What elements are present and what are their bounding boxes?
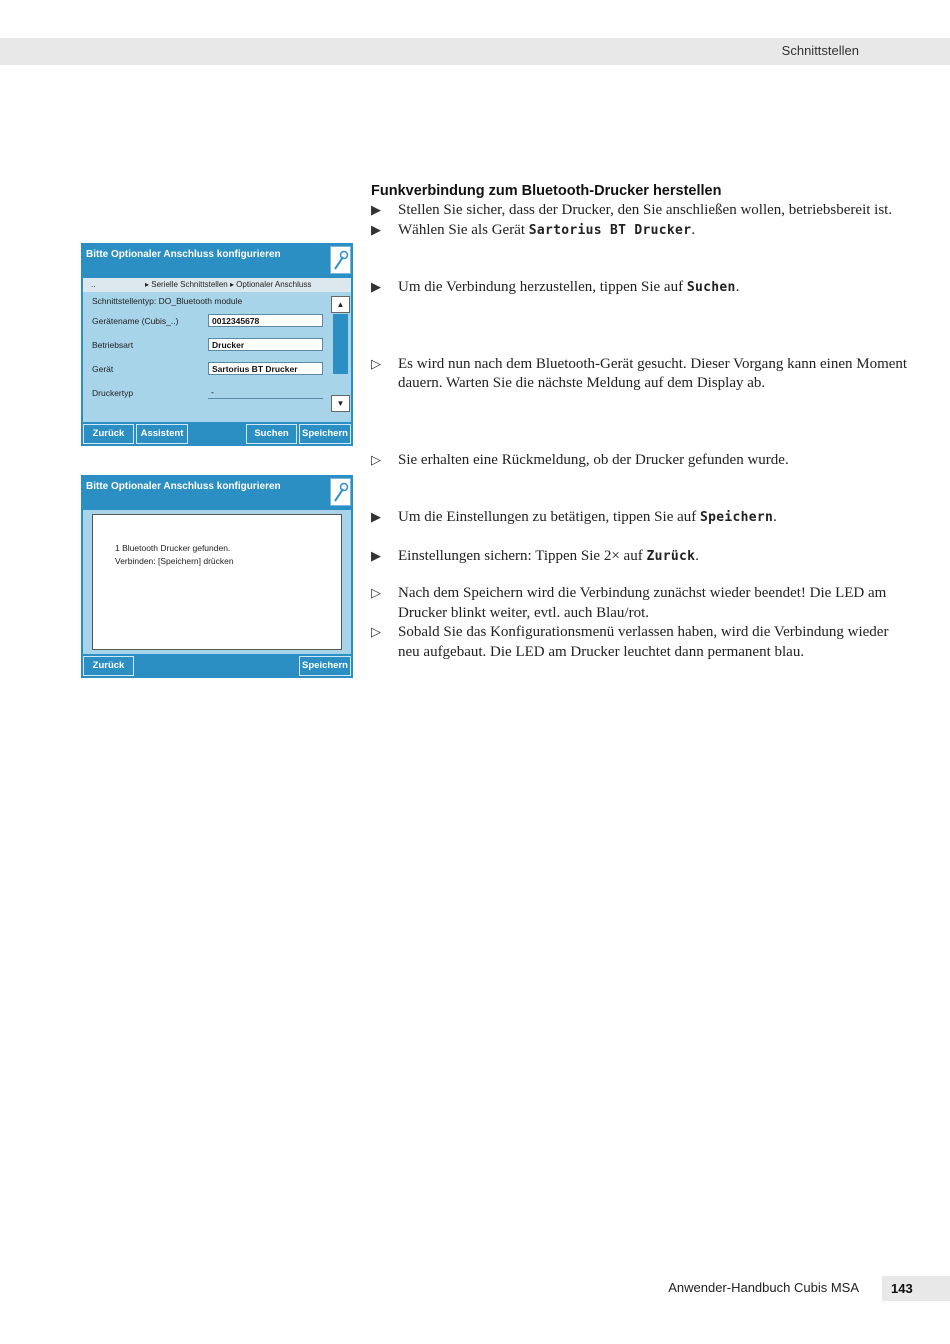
- action-arrow-icon: ▶: [371, 280, 381, 295]
- wrench-icon[interactable]: [330, 478, 351, 506]
- step-text: Wählen Sie als Gerät: [398, 221, 529, 238]
- mode-field[interactable]: Drucker: [208, 338, 323, 351]
- result-disconnect: [371, 584, 911, 623]
- scroll-thumb[interactable]: [333, 314, 348, 374]
- screen-title: Bitte Optionaler Anschluss konfigurieren: [86, 481, 281, 492]
- config-screen-1: [81, 243, 353, 446]
- manual-title: Anwender-Handbuch Cubis MSA: [668, 1280, 859, 1295]
- section-title: Schnittstellen: [781, 43, 859, 58]
- step-text: Sie erhalten eine Rückmeldung, ob der Drucker gefunden wurde.: [398, 451, 789, 468]
- result-arrow-icon: ▷: [371, 586, 381, 601]
- device-field[interactable]: Sartorius BT Drucker: [208, 362, 323, 375]
- step-text: Sobald Sie das Konfigurationsmenü verlassen haben, wird die Verbindung wieder neu aufgebaut. Die LED am Drucker leuchtet dann permanent blau.: [398, 624, 889, 660]
- step-search: [371, 278, 911, 298]
- assistant-button[interactable]: Assistent: [136, 424, 188, 444]
- step-text: .: [695, 547, 699, 564]
- result-reconnect: [371, 623, 911, 662]
- breadcrumb-dots: ..: [91, 280, 96, 289]
- step-text: Nach dem Speichern wird die Verbindung zunächst wieder beendet! Die LED am Drucker blinkt weiter, evtl. auch Blau/rot.: [398, 585, 887, 621]
- search-button[interactable]: Suchen: [246, 424, 297, 444]
- wrench-icon[interactable]: [330, 246, 351, 274]
- instructions: [371, 181, 911, 662]
- action-arrow-icon: ▶: [371, 548, 381, 564]
- save-button[interactable]: Speichern: [299, 656, 351, 676]
- step-text: .: [773, 509, 777, 525]
- step-text: Es wird nun nach dem Bluetooth-Gerät gesucht. Dieser Vorgang kann einen Moment dauern. Warten Sie die nächste Meldung auf dem Display ab.: [398, 355, 908, 391]
- result-arrow-icon: ▷: [371, 625, 381, 640]
- row-label-mode: Betriebsart: [92, 340, 134, 350]
- action-arrow-icon: ▶: [371, 203, 381, 218]
- code-term: Speichern: [700, 510, 774, 525]
- step-text: Um die Verbindung herzustellen, tippen Sie auf: [398, 279, 687, 295]
- row-label-device-name: Gerätename (Cubis_..): [92, 316, 179, 326]
- step-text: Einstellungen sichern: Tippen Sie 2× auf: [398, 547, 647, 564]
- result-arrow-icon: ▷: [371, 356, 381, 372]
- action-arrow-icon: ▶: [371, 222, 381, 238]
- row-label-printer-type: Druckertyp: [92, 388, 134, 398]
- step-text: Um die Einstellungen zu betätigen, tippen Sie auf: [398, 509, 701, 525]
- step-select-device: [371, 221, 911, 241]
- settings-panel: [83, 278, 351, 422]
- interface-type: Schnittstellentyp: DO_Bluetooth module: [92, 296, 243, 306]
- step-check-printer: [371, 201, 911, 221]
- config-screen-2: [81, 475, 353, 678]
- step-text: Stellen Sie sicher, dass der Drucker, den Sie anschließen wollen, betriebsbereit ist.: [398, 202, 893, 218]
- step-text: .: [691, 221, 696, 238]
- save-button[interactable]: Speichern: [299, 424, 351, 444]
- back-button[interactable]: Zurück: [83, 424, 134, 444]
- back-button[interactable]: Zurück: [83, 656, 134, 676]
- result-arrow-icon: ▷: [371, 452, 381, 468]
- device-name-field[interactable]: 0012345678: [208, 314, 323, 327]
- code-term: Zurück: [646, 548, 696, 564]
- result-feedback: [371, 451, 911, 471]
- code-term: Suchen: [686, 280, 736, 295]
- section-heading: Funkverbindung zum Bluetooth-Drucker herstellen: [371, 183, 722, 199]
- dialog-line-2: Verbinden: [Speichern] drücken: [115, 556, 234, 566]
- screen-title: Bitte Optionaler Anschluss konfigurieren: [86, 249, 281, 260]
- row-label-device: Gerät: [92, 364, 114, 374]
- code-term: Sartorius BT Drucker: [528, 222, 692, 238]
- breadcrumb-path: ▸ Serielle Schnittstellen ▸ Optionaler Anschluss: [145, 280, 312, 289]
- page-number: 143: [882, 1276, 950, 1301]
- dialog-line-1: 1 Bluetooth Drucker gefunden.: [115, 543, 231, 553]
- found-dialog: [92, 514, 342, 650]
- scroll-up-button[interactable]: ▲: [331, 296, 350, 313]
- step-text: .: [735, 279, 740, 295]
- step-save: [371, 508, 911, 528]
- scrollbar[interactable]: [331, 294, 350, 414]
- printer-type-field[interactable]: -: [208, 386, 323, 399]
- action-arrow-icon: ▶: [371, 510, 381, 525]
- breadcrumb: [83, 278, 351, 292]
- step-back-twice: [371, 547, 911, 567]
- result-searching: [371, 355, 911, 394]
- scroll-down-button[interactable]: ▼: [331, 395, 350, 412]
